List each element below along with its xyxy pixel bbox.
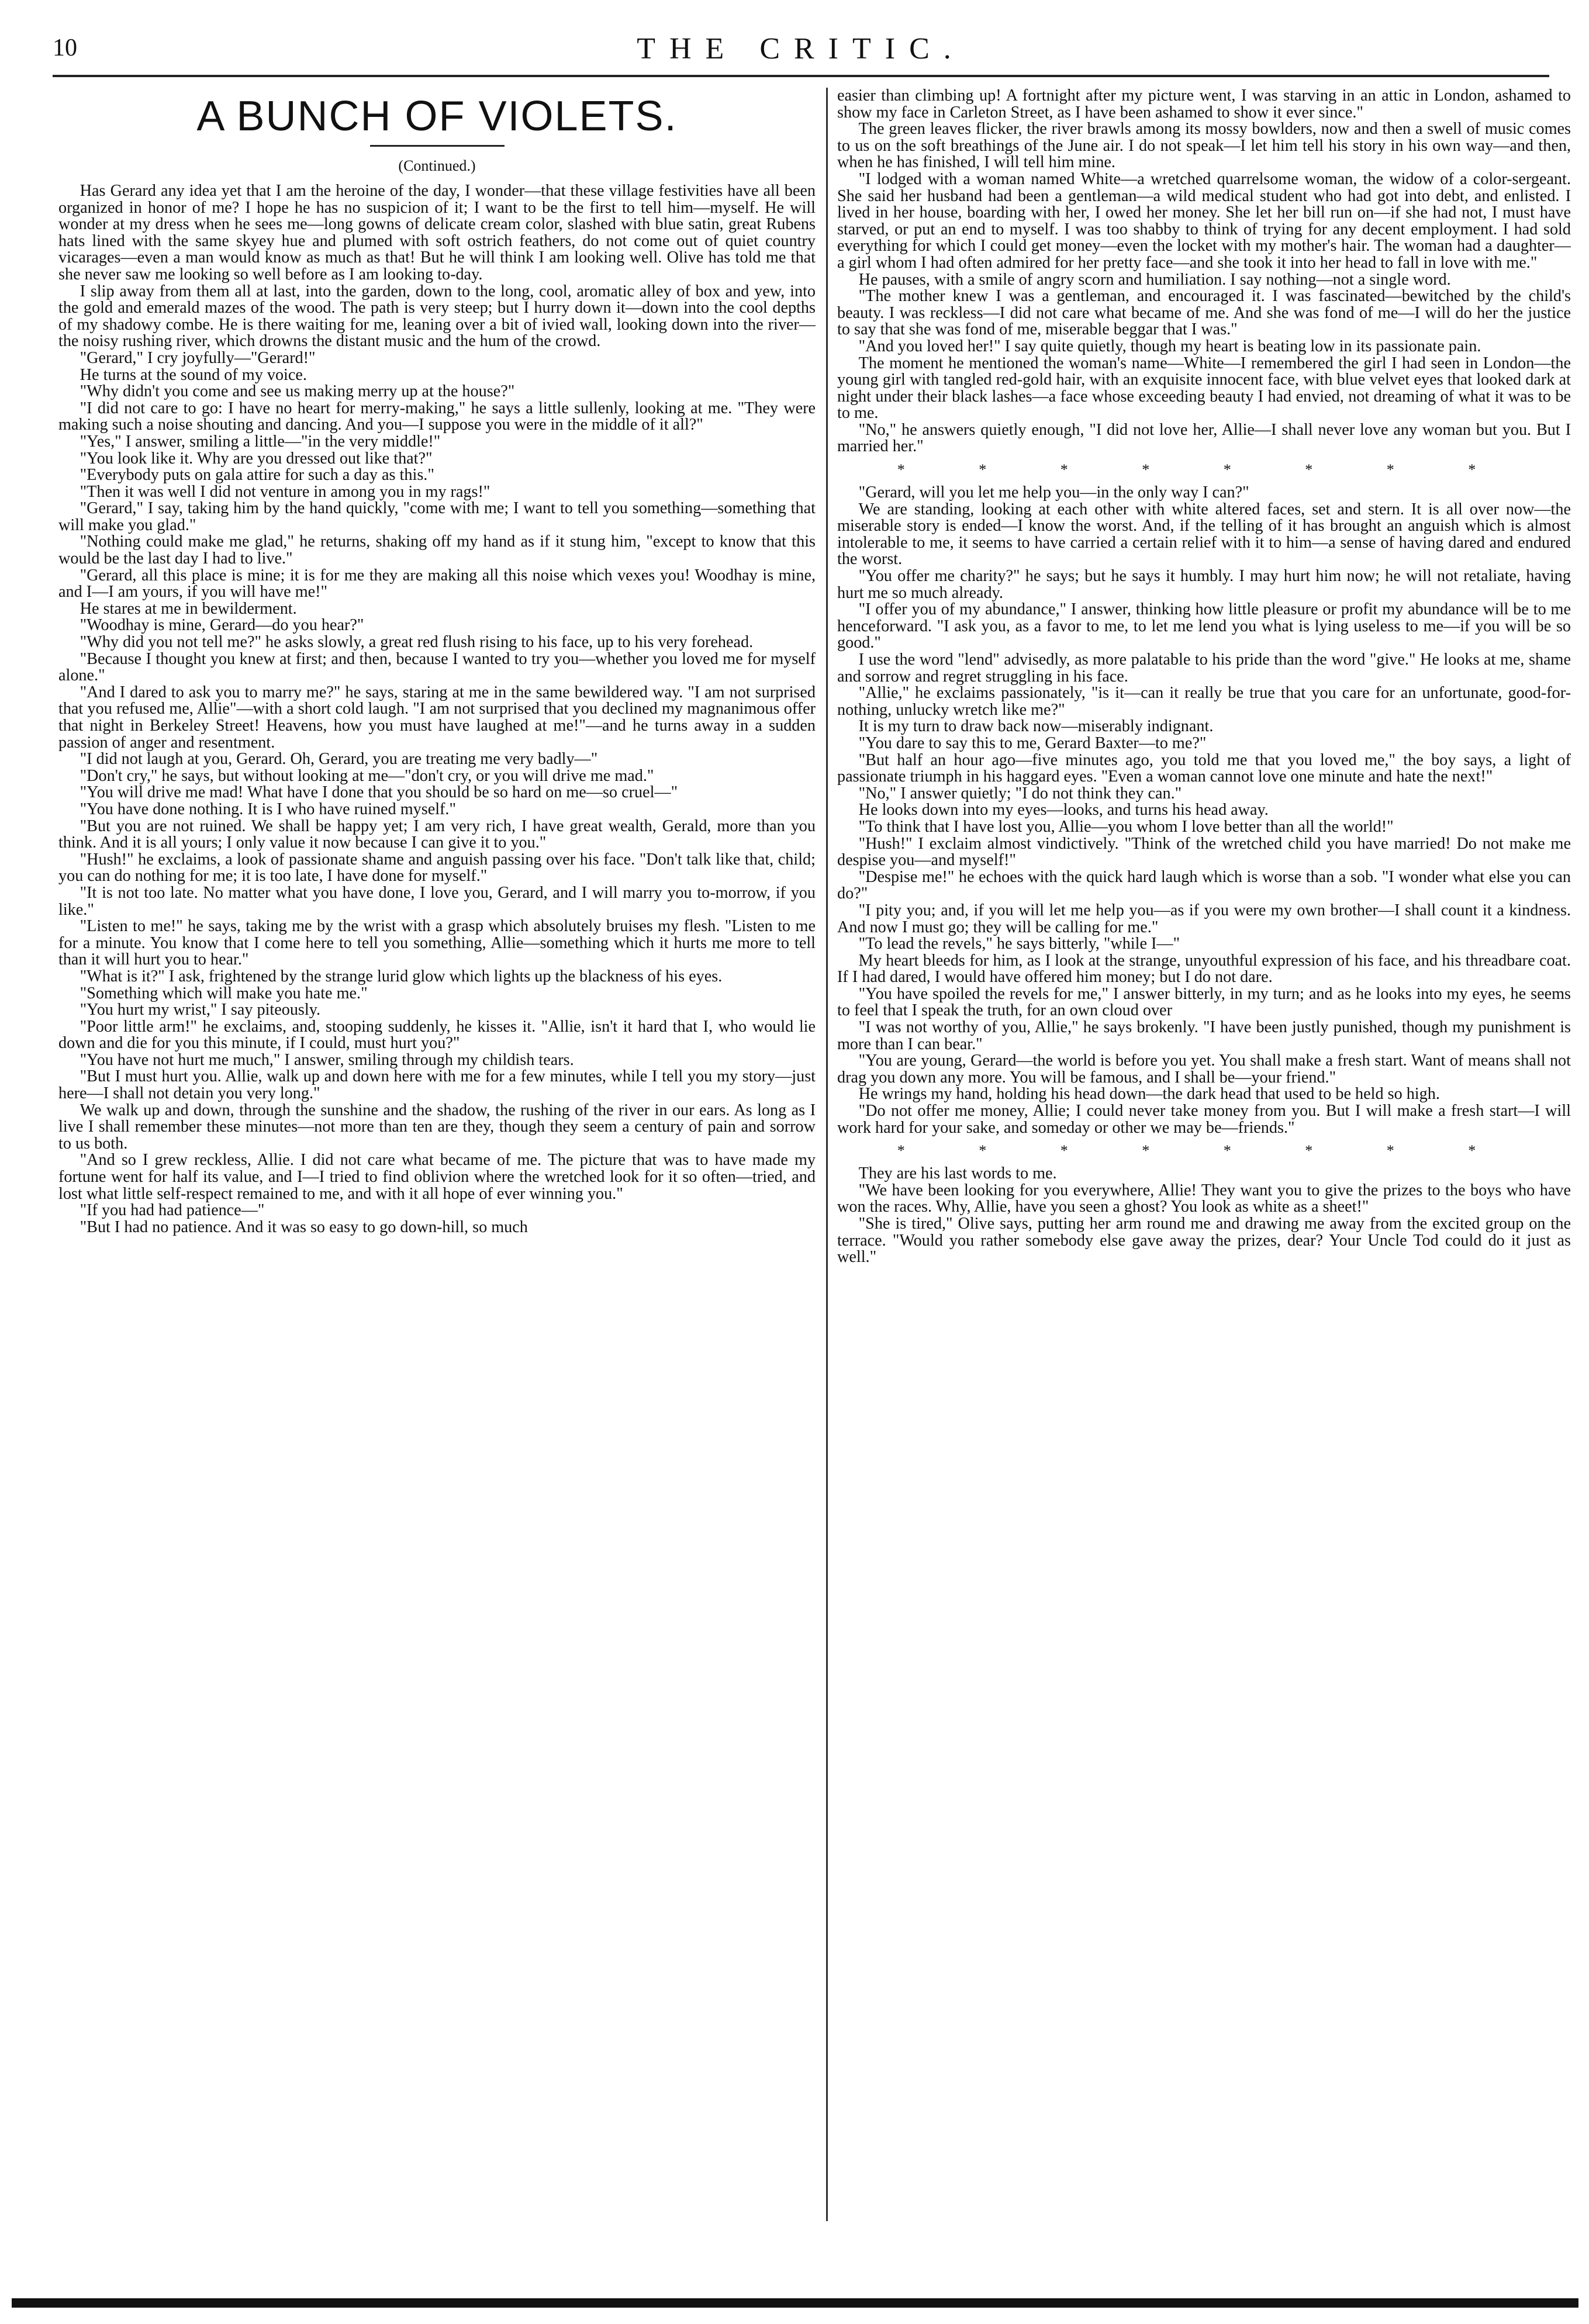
- story-paragraph: "You dare to say this to me, Gerard Baxter—to me?": [858, 734, 1207, 752]
- story-paragraph: "I pity you; and, if you will let me help you—as if you were my own brother—I shall count it a kindness. And now I must go; they will be calling for me.": [837, 901, 1571, 936]
- left-column-body: [58, 183, 816, 1236]
- story-paragraph: I slip away from them all at last, into the garden, down to the long, cool, aromatic alley of box and yew, into the gold and emerald mazes of the wood. The path is very steep; but I hurry down it—down into the cool depths of my shadowy combe. He is there waiting for me, leaning over a bit of ivied wall, looking down into the river—the noisy rushing river, which drowns the distant music and the hum of the crowd.: [58, 282, 816, 351]
- story-paragraph: We are standing, looking at each other with white altered faces, set and stern. It is all over now—the miserable story is ended—I know the worst. And, if the telling of it has brought an anguish which is almost intolerable to me, it seems to have carried a certain relief with it to him—a sense of having dared and endured the worst.: [837, 500, 1571, 569]
- section-break-stars: * * * * * * * *: [897, 1142, 1511, 1160]
- story-paragraph: "Poor little arm!" he exclaims, and, stooping suddenly, he kisses it. "Allie, isn't it hard that I, who would lie down and die for you this minute, if I could, must hurt you?": [58, 1017, 816, 1053]
- story-paragraph: "And so I grew reckless, Allie. I did not care what became of me. The picture that was to have made my fortune went for half its value, and I—I tried to find oblivion where the wretched look for it so often—tried, and lost what little self-respect remained to me, and with it all hope of ever winning you.": [58, 1151, 816, 1203]
- story-paragraph: "And you loved her!" I say quite quietly, though my heart is beating low in its passionate pain.: [858, 337, 1481, 355]
- story-paragraph: "Woodhay is mine, Gerard—do you hear?": [80, 616, 364, 635]
- story-paragraph: "Gerard," I say, taking him by the hand quickly, "come with me; I want to tell you something—something that will make you glad.": [58, 499, 816, 534]
- story-paragraph: "Then it was well I did not venture in among you in my rags!": [80, 482, 490, 501]
- left-column: [58, 88, 816, 2227]
- story-paragraph: They are his last words to me.: [858, 1164, 1057, 1183]
- story-title: A BUNCH OF VIOLETS.: [196, 93, 678, 140]
- story-subtitle: (Continued.): [398, 157, 476, 174]
- page-number: 10: [53, 34, 77, 61]
- page-header: [53, 23, 1549, 70]
- story-paragraph: Has Gerard any idea yet that I am the heroine of the day, I wonder—that these village festivities have all been organized in honor of me? I hope he has no suspicion of it; I want to be the first to tell him—myself. He will wonder at my dress when he sees me—long gowns of delicate cream color, slashed with blue satin, great Rubens hats lined with the same skyey hue and plumed with soft ostrich feathers, do not come out of quiet country vicarages—even a man would know as much as that! But he will think I am looking well. Olive has told me that she never saw me looking so well before as I am looking to-day.: [58, 182, 816, 283]
- title-rule: [370, 145, 505, 147]
- story-paragraph: The moment he mentioned the woman's name—White—I remembered the girl I had seen in London—the young girl with tangled red-gold hair, with an exquisite innocent face, with blue velvet eyes that looked dark at night under their black lashes—a face whose exceeding beauty I had envied, not dreaming of what it was to be to me.: [837, 354, 1571, 423]
- story-paragraph: "And I dared to ask you to marry me?" he says, staring at me in the same bewildered way. "I am not surprised that you refused me, Allie"—with a short cold laugh. "I am not surprised that you declined my magnanimous offer that night in Berkeley Street! Heavens, how you must have laughed at me!"—and he turns away in a sudden passion of anger and resentment.: [58, 683, 816, 752]
- story-paragraph: He pauses, with a smile of angry scorn and humiliation. I say nothing—not a single word.: [858, 270, 1451, 289]
- story-paragraph: I use the word "lend" advisedly, as more palatable to his pride than the word "give." He looks at me, shame and sorrow and regret struggling in his face.: [837, 651, 1571, 686]
- story-paragraph: "But you are not ruined. We shall be happy yet; I am very rich, I have great wealth, Gerald, more than you think. And it is all yours; I only value it now because I can give it to you.": [58, 817, 816, 852]
- story-paragraph: "I did not laugh at you, Gerard. Oh, Gerard, you are treating me very badly—": [80, 750, 598, 769]
- story-paragraph: "If you had had patience—": [80, 1201, 265, 1220]
- story-paragraph: The green leaves flicker, the river brawls among its mossy bowlders, now and then a swell of music comes to us on the soft breathings of the June air. I do not speak—I let him tell his story in his own way—and then, when he has finished, I will tell him mine.: [837, 120, 1571, 172]
- story-paragraph: "Hush!" he exclaims, a look of passionate shame and anguish passing over his face. "Don't talk like that, child; you can do nothing for me; it is too late, I have done for myself.": [58, 850, 816, 886]
- story-paragraph: "You hurt my wrist," I say piteously.: [80, 1001, 321, 1019]
- story-paragraph: "Gerard, all this place is mine; it is for me they are making all this noise which vexes you! Woodhay is mine, and I—I am yours, if you will have me!": [58, 566, 816, 601]
- story-paragraph: easier than climbing up! A fortnight after my picture went, I was starving in an attic in London, ashamed to show my face in Carleton Street, as I have been ashamed to show it ever since.": [837, 88, 1571, 122]
- bottom-rule: [12, 2298, 1578, 2308]
- story-paragraph: "Nothing could make me glad," he returns, shaking off my hand as if it stung him, "except to know that this would be the last day I had to live.": [58, 532, 816, 568]
- story-paragraph: "Hush!" I exclaim almost vindictively. "Think of the wretched child you have married! Do not make me despise you—and myself!": [837, 834, 1571, 870]
- column-divider: [826, 88, 828, 2221]
- story-paragraph: "We have been looking for you everywhere, Allie! They want you to give the prizes to the boys who have won the races. Why, Allie, have you seen a ghost? You look as white as a sheet!": [837, 1181, 1571, 1216]
- story-paragraph: He looks down into my eyes—looks, and turns his head away.: [858, 801, 1269, 819]
- story-paragraph: "Gerard," I cry joyfully—"Gerard!": [80, 348, 316, 367]
- story-paragraph: "What is it?" I ask, frightened by the strange lurid glow which lights up the blackness of his eyes.: [80, 967, 723, 985]
- story-paragraph: "But I must hurt you. Allie, walk up and down here with me for a few minutes, while I tell you my story—just here—I shall not detain you very long.": [58, 1067, 816, 1103]
- story-paragraph: "But I had no patience. And it was so easy to go down-hill, so much: [80, 1218, 528, 1236]
- story-paragraph: "Something which will make you hate me.": [80, 984, 368, 1002]
- story-paragraph: "Why didn't you come and see us making merry up at the house?": [80, 382, 515, 401]
- story-paragraph: "You are young, Gerard—the world is before you yet. You shall make a fresh start. Want of means shall not drag you down any more. You will be famous, and I shall be—your friend.": [837, 1052, 1571, 1087]
- story-paragraph: "Despise me!" he echoes with the quick hard laugh which is worse than a sob. "I wonder what else you can do?": [837, 867, 1571, 903]
- story-paragraph: "You have spoiled the revels for me," I answer bitterly, in my turn; and as he looks into my eyes, he seems to feel that I speak the truth, for an own cloud over: [837, 984, 1571, 1020]
- story-paragraph: "You have not hurt me much," I answer, smiling through my childish tears.: [80, 1050, 574, 1069]
- right-column: [837, 88, 1571, 2227]
- story-paragraph: "No," he answers quietly enough, "I did not love her, Allie—I shall never love any woman but you. But I married her.": [837, 420, 1571, 456]
- story-paragraph: "Why did you not tell me?" he asks slowly, a great red flush rising to his face, up to his very forehead.: [80, 633, 754, 652]
- story-paragraph: "I was not worthy of you, Allie," he says brokenly. "I have been justly punished, though my punishment is more than I can bear.": [837, 1018, 1571, 1053]
- story-paragraph: "Because I thought you knew at first; and then, because I wanted to try you—whether you loved me for myself alone.": [58, 649, 816, 685]
- story-paragraph: "You have done nothing. It is I who have ruined myself.": [80, 800, 456, 818]
- story-paragraph: "It is not too late. No matter what you have done, I love you, Gerard, and I will marry you to-morrow, if you like.": [58, 883, 816, 919]
- story-paragraph: "You will drive me mad! What have I done that you should be so hard on me—so cruel—": [80, 783, 678, 802]
- story-paragraph: He wrings my hand, holding his head down—the dark head that used to be held so high.: [858, 1085, 1440, 1104]
- story-paragraph: "Allie," he exclaims passionately, "is it—can it really be true that you care for an unfortunate, good-for-nothing, unlucky wretch like me?": [837, 684, 1571, 719]
- story-paragraph: "Yes," I answer, smiling a little—"in the very middle!": [80, 432, 441, 451]
- story-paragraph: "I offer you of my abundance," I answer, thinking how little pleasure or profit my abundance will be to me henceforward. "I ask you, as a favor to me, to let me lend you what is lying useless to me—if you will be so good.": [837, 600, 1571, 652]
- story-paragraph: "She is tired," Olive says, putting her arm round me and drawing me away from the excited group on the terrace. "Would you rather somebody else gave away the prizes, dear? Your Uncle Tod could do it just as well.": [837, 1215, 1571, 1267]
- section-break-stars: * * * * * * * *: [897, 461, 1511, 479]
- story-paragraph: "Do not offer me money, Allie; I could never take money from you. But I will make a fresh start—I will work hard for your sake, and someday or other we may be—friends.": [837, 1102, 1571, 1137]
- story-paragraph: He turns at the sound of my voice.: [80, 365, 307, 384]
- header-rule: [53, 75, 1549, 77]
- story-paragraph: "Everybody puts on gala attire for such a day as this.": [80, 466, 434, 485]
- story-paragraph: "But half an hour ago—five minutes ago, you told me that you loved me," the boy says, a light of passionate triumph in his haggard eyes. "Even a woman cannot love one minute and hate the next!": [837, 751, 1571, 786]
- story-paragraph: He stares at me in bewilderment.: [80, 599, 297, 618]
- story-paragraph: "No," I answer quietly; "I do not think they can.": [858, 784, 1182, 803]
- story-paragraph: "To lead the revels," he says bitterly, "while I—": [858, 935, 1180, 953]
- story-paragraph: "You offer me charity?" he says; but he says it humbly. I may hurt him now; he will not retaliate, having hurt me so much already.: [837, 567, 1571, 602]
- story-paragraph: "The mother knew I was a gentleman, and encouraged it. I was fascinated—bewitched by the child's beauty. I was reckless—I did not care what became of me. And she was fond of me—I will do her the justice to say that she was fond of me, miserable beggar that I was.": [837, 287, 1571, 339]
- story-paragraph: "Gerard, will you let me help you—in the only way I can?": [858, 483, 1249, 502]
- story-paragraph: It is my turn to draw back now—miserably indignant.: [858, 717, 1214, 736]
- story-paragraph: "I lodged with a woman named White—a wretched quarrelsome woman, the widow of a color-sergeant. She said her husband had been a gentleman—a wild medical student who had got into debt, and enlisted. I lived in her house, boarding with her, I owed her money. She let her bill run on—if she had not, I must have starved, or put an end to myself. I was too shabby to think of trying for any decent employment. I had sold everything for which I could get money—even the locket with my mother's hair. The woman had a daughter—a girl whom I had often admired for her pretty face—and she took it into her head to fall in love with me.": [837, 170, 1571, 272]
- story-paragraph: "Don't cry," he says, but without looking at me—"don't cry, or you will drive me mad.": [80, 766, 654, 785]
- story-paragraph: "You look like it. Why are you dressed out like that?": [80, 449, 433, 468]
- story-paragraph: My heart bleeds for him, as I look at the strange, unyouthful expression of his face, and his threadbare coat. If I had dared, I would have offered him money; but I do not dare.: [837, 951, 1571, 987]
- story-paragraph: "To think that I have lost you, Allie—you whom I love better than all the world!": [858, 817, 1394, 836]
- masthead: THE CRITIC.: [637, 32, 965, 65]
- story-paragraph: We walk up and down, through the sunshine and the shadow, the rushing of the river in our ears. As long as I live I shall remember these minutes—not more than ten are they, though they seem a century of pain and sorrow to us both.: [58, 1101, 816, 1153]
- right-column-body: [837, 88, 1571, 1266]
- story-paragraph: "Listen to me!" he says, taking me by the wrist with a grasp which absolutely bruises my flesh. "Listen to me for a minute. You know that I come here to tell you something, Allie—something which it hurts me more to tell than it will hurt you to hear.": [58, 917, 816, 969]
- story-paragraph: "I did not care to go: I have no heart for merry-making," he says a little sullenly, looking at me. "They were making such a noise shouting and dancing. And you—I suppose you were in the middle of it all?": [58, 399, 816, 434]
